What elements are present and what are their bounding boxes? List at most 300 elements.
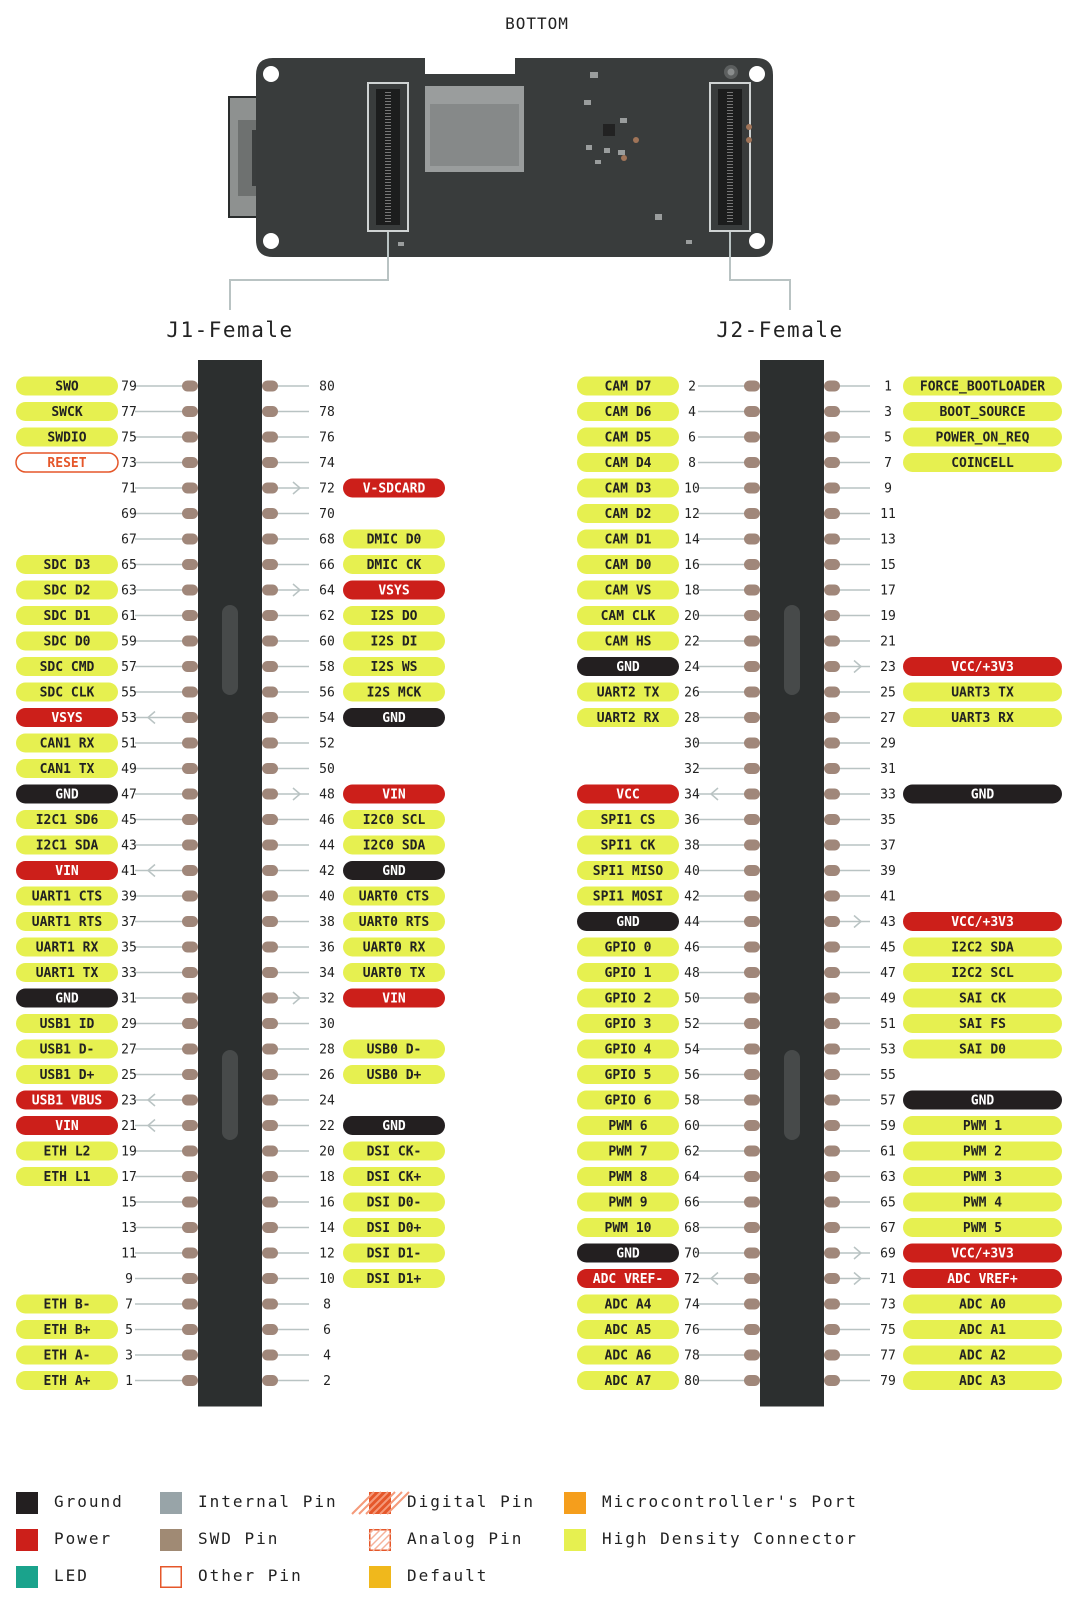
pin-number: 46 bbox=[684, 940, 700, 956]
pin-number: 52 bbox=[319, 736, 335, 752]
pin-pad-icon bbox=[824, 967, 840, 978]
pin-number: 75 bbox=[880, 1323, 896, 1338]
pin-number: 66 bbox=[684, 1195, 700, 1211]
pin-row bbox=[121, 479, 445, 498]
pin-pad-icon bbox=[744, 1018, 760, 1029]
pin-number: 79 bbox=[880, 1374, 896, 1389]
pin-row bbox=[577, 504, 896, 523]
pin-label-text: ETH B+ bbox=[43, 1323, 91, 1338]
pin-pad-icon bbox=[262, 1299, 278, 1310]
pin-number: 24 bbox=[319, 1093, 335, 1109]
pin-number: 69 bbox=[121, 507, 137, 522]
pin-label bbox=[343, 1193, 445, 1212]
pin-pad-icon bbox=[824, 1350, 840, 1361]
pin-label bbox=[343, 810, 445, 829]
pin-row bbox=[16, 734, 335, 753]
pin-pad-icon bbox=[262, 738, 278, 749]
pin-label bbox=[577, 555, 679, 574]
pin-number: 37 bbox=[121, 915, 137, 930]
legend-swatch-swd bbox=[160, 1529, 182, 1551]
pin-row bbox=[16, 1091, 335, 1110]
pin-pad-icon bbox=[744, 1324, 760, 1335]
pin-label bbox=[903, 1167, 1062, 1186]
pin-label bbox=[577, 683, 679, 702]
pin-label-text: GPIO 3 bbox=[604, 1017, 652, 1032]
pin-label bbox=[16, 861, 118, 880]
pin-number: 14 bbox=[684, 532, 700, 548]
pin-label bbox=[903, 989, 1062, 1008]
pin-pad-icon bbox=[744, 559, 760, 570]
pin-number: 29 bbox=[880, 736, 896, 752]
pin-number: 2 bbox=[323, 1374, 331, 1389]
pin-label-text: GND bbox=[970, 1093, 995, 1109]
pin-pad-icon bbox=[744, 1248, 760, 1259]
pin-label-text: USB0 D- bbox=[366, 1042, 422, 1058]
pin-label bbox=[577, 377, 679, 396]
pin-label bbox=[577, 1244, 679, 1263]
pin-label bbox=[343, 1218, 445, 1237]
pin-label-text: SPI1 CS bbox=[600, 813, 656, 828]
pin-label bbox=[343, 683, 445, 702]
pin-label-text: I2C2 SCL bbox=[951, 966, 1014, 981]
pin-pad-icon bbox=[262, 763, 278, 774]
pin-label bbox=[16, 1116, 118, 1135]
pin-number: 65 bbox=[121, 558, 137, 573]
pin-pad-icon bbox=[262, 687, 278, 698]
pin-pad-icon bbox=[824, 891, 840, 902]
pin-label-text: ADC A5 bbox=[604, 1323, 652, 1338]
pin-label bbox=[577, 453, 679, 472]
pin-number: 52 bbox=[684, 1017, 700, 1032]
pin-label-text: CAM D2 bbox=[604, 507, 652, 522]
pin-pad-icon bbox=[262, 967, 278, 978]
pin-number: 19 bbox=[880, 609, 896, 624]
pin-label-text: UART2 RX bbox=[596, 711, 660, 726]
pin-label bbox=[903, 1295, 1062, 1314]
pin-number: 54 bbox=[319, 711, 335, 726]
pin-pad-icon bbox=[262, 1222, 278, 1233]
pin-label bbox=[577, 1193, 679, 1212]
pin-number: 43 bbox=[121, 838, 137, 854]
pin-row bbox=[16, 1295, 331, 1314]
legend-label-default: Default bbox=[407, 1566, 489, 1585]
pin-label bbox=[903, 402, 1062, 421]
pin-number: 67 bbox=[880, 1221, 896, 1236]
pin-label-text: UART0 RX bbox=[362, 940, 426, 956]
pin-number: 47 bbox=[121, 787, 137, 803]
pin-number: 42 bbox=[684, 889, 700, 905]
pin-number: 71 bbox=[121, 481, 137, 497]
pin-label-text: GND bbox=[616, 1246, 640, 1262]
pin-number: 1 bbox=[125, 1374, 133, 1389]
pin-pad-icon bbox=[262, 1018, 278, 1029]
pin-label bbox=[903, 1040, 1062, 1059]
pin-label bbox=[577, 1142, 679, 1161]
pin-number: 4 bbox=[688, 405, 696, 420]
pin-label-text: VSYS bbox=[51, 711, 83, 726]
pin-label bbox=[577, 861, 679, 880]
pin-label bbox=[16, 1142, 118, 1161]
pin-number: 17 bbox=[121, 1170, 137, 1185]
pin-number: 19 bbox=[121, 1144, 137, 1160]
pin-pad-icon bbox=[824, 1171, 840, 1182]
pin-pad-icon bbox=[824, 1222, 840, 1233]
pin-number: 28 bbox=[684, 711, 700, 726]
pin-label-text: V-SDCARD bbox=[362, 481, 426, 497]
pin-label-text: ADC A6 bbox=[604, 1348, 652, 1364]
pin-label-text: SWO bbox=[55, 379, 79, 395]
pin-number: 63 bbox=[880, 1170, 896, 1185]
mount-hole-icon bbox=[263, 66, 279, 82]
pin-label-text: VSYS bbox=[378, 583, 410, 599]
pin-label bbox=[903, 1346, 1062, 1365]
pin-number: 39 bbox=[880, 864, 896, 879]
pin-pad-icon bbox=[744, 1044, 760, 1055]
pin-label bbox=[903, 1269, 1062, 1288]
pin-pad-icon bbox=[182, 891, 198, 902]
pin-pad-icon bbox=[262, 1324, 278, 1335]
pin-label bbox=[903, 785, 1062, 804]
pin-number: 8 bbox=[688, 456, 696, 471]
pin-pad-icon bbox=[824, 916, 840, 927]
pin-number: 55 bbox=[121, 685, 137, 701]
pin-number: 15 bbox=[121, 1195, 137, 1211]
pin-pad-icon bbox=[744, 814, 760, 825]
legend-label-other: Other Pin bbox=[198, 1566, 303, 1585]
pin-label bbox=[577, 989, 679, 1008]
pin-label-text: GPIO 6 bbox=[604, 1093, 652, 1109]
pin-pad-icon bbox=[262, 789, 278, 800]
pin-pad-icon bbox=[824, 1120, 840, 1131]
pin-label-text: GPIO 5 bbox=[604, 1068, 652, 1083]
pin-label bbox=[577, 581, 679, 600]
pin-label-text: CAM D4 bbox=[604, 456, 652, 471]
pin-pad-icon bbox=[824, 738, 840, 749]
pin-label-text: CAM D0 bbox=[604, 558, 652, 573]
pin-pad-icon bbox=[744, 1273, 760, 1284]
pin-label-text: ETH L1 bbox=[43, 1170, 91, 1185]
pin-label bbox=[16, 377, 118, 396]
pin-label-text: GND bbox=[55, 991, 79, 1007]
pin-label-text: ETH A+ bbox=[43, 1374, 91, 1389]
pin-pad-icon bbox=[262, 865, 278, 876]
pin-pad-icon bbox=[744, 865, 760, 876]
pin-label bbox=[577, 1295, 679, 1314]
pin-number: 72 bbox=[319, 481, 335, 497]
pin-label bbox=[343, 785, 445, 804]
pin-pad-icon bbox=[744, 1222, 760, 1233]
pin-number: 36 bbox=[319, 940, 335, 956]
pin-number: 77 bbox=[121, 405, 137, 420]
pin-label bbox=[343, 836, 445, 855]
pin-number: 44 bbox=[684, 915, 700, 930]
legend-label-hdc: High Density Connector bbox=[602, 1529, 858, 1548]
legend-label-ground: Ground bbox=[54, 1492, 124, 1511]
pin-number: 40 bbox=[319, 889, 335, 905]
pin-label-text: PWM 5 bbox=[962, 1221, 1003, 1236]
pin-label-text: SPI1 MISO bbox=[592, 864, 664, 879]
pin-number: 76 bbox=[684, 1323, 700, 1338]
pin-pad-icon bbox=[262, 1044, 278, 1055]
pin-number: 51 bbox=[121, 736, 137, 752]
pin-label-text: I2C2 SDA bbox=[951, 940, 1014, 956]
pin-number: 59 bbox=[880, 1119, 896, 1134]
pin-pad-icon bbox=[824, 661, 840, 672]
pin-label-text: VIN bbox=[382, 991, 406, 1007]
pin-label bbox=[343, 938, 445, 957]
connector-body bbox=[760, 360, 824, 1407]
pin-label bbox=[577, 606, 679, 625]
pin-number: 3 bbox=[884, 405, 892, 420]
pin-number: 64 bbox=[684, 1170, 700, 1185]
pin-label-text: UART3 TX bbox=[951, 685, 1014, 701]
pin-pad-icon bbox=[182, 559, 198, 570]
pin-pad-icon bbox=[262, 1069, 278, 1080]
pin-label-text: I2C0 SDA bbox=[362, 838, 426, 854]
board-view-title: BOTTOM bbox=[505, 14, 569, 33]
pin-pad-icon bbox=[182, 406, 198, 417]
pin-pad-icon bbox=[262, 1171, 278, 1182]
pin-pad-icon bbox=[262, 1146, 278, 1157]
pin-pad-icon bbox=[824, 1375, 840, 1386]
pin-label-text: SDC CMD bbox=[39, 660, 95, 675]
pin-label-text: SWDIO bbox=[47, 430, 87, 446]
pin-pad-icon bbox=[262, 1350, 278, 1361]
pin-number: 34 bbox=[684, 787, 700, 803]
pin-label-text: UART3 RX bbox=[951, 711, 1014, 726]
pin-pad-icon bbox=[824, 1069, 840, 1080]
pin-number: 24 bbox=[684, 660, 700, 675]
pin-pad-icon bbox=[182, 610, 198, 621]
pin-row bbox=[16, 1014, 335, 1033]
pin-pad-icon bbox=[824, 942, 840, 953]
pin-label bbox=[16, 1346, 118, 1365]
pin-pad-icon bbox=[824, 406, 840, 417]
pin-pad-icon bbox=[262, 381, 278, 392]
pin-pad-icon bbox=[824, 457, 840, 468]
pin-pad-icon bbox=[262, 610, 278, 621]
j1-connector bbox=[16, 360, 445, 1407]
pin-label bbox=[577, 504, 679, 523]
pin-number: 21 bbox=[121, 1119, 137, 1134]
legend-swatch-other bbox=[161, 1567, 182, 1588]
pin-number: 41 bbox=[880, 889, 896, 905]
pin-label-text: GPIO 0 bbox=[604, 940, 652, 956]
pin-label bbox=[16, 1295, 118, 1314]
pin-label-text: PWM 7 bbox=[608, 1144, 648, 1160]
pin-label-text: DSI D1+ bbox=[366, 1272, 422, 1287]
pin-label bbox=[577, 657, 679, 676]
pin-pad-icon bbox=[744, 687, 760, 698]
pin-pad-icon bbox=[182, 738, 198, 749]
pin-number: 14 bbox=[319, 1221, 335, 1236]
pin-label-text: ADC VREF- bbox=[592, 1272, 664, 1287]
pin-label-text: DSI D0- bbox=[366, 1195, 422, 1211]
pin-label-text: CAM VS bbox=[604, 583, 652, 599]
pin-label-text: DMIC D0 bbox=[366, 532, 422, 548]
pin-label bbox=[903, 1244, 1062, 1263]
pin-pad-icon bbox=[182, 1197, 198, 1208]
pin-label-text: SAI FS bbox=[959, 1017, 1006, 1032]
pin-row bbox=[121, 530, 445, 549]
pin-row bbox=[121, 1193, 445, 1212]
pin-label-text: ETH L2 bbox=[43, 1144, 91, 1160]
pin-pad-icon bbox=[182, 1018, 198, 1029]
pin-label-text: RESET bbox=[47, 456, 87, 471]
pin-pad-icon bbox=[744, 406, 760, 417]
pin-number: 2 bbox=[688, 379, 696, 395]
pin-rows bbox=[16, 360, 1062, 1407]
pin-number: 61 bbox=[880, 1144, 896, 1160]
pin-label-text: PWM 8 bbox=[608, 1170, 648, 1185]
pin-pad-icon bbox=[182, 865, 198, 876]
pin-label bbox=[343, 581, 445, 600]
pin-pad-icon bbox=[182, 942, 198, 953]
pin-pad-icon bbox=[744, 432, 760, 443]
pin-label bbox=[343, 912, 445, 931]
pin-number: 27 bbox=[121, 1042, 137, 1058]
pin-label-text: COINCELL bbox=[951, 456, 1014, 471]
pin-label bbox=[16, 606, 118, 625]
pin-label-text: UART0 RTS bbox=[358, 915, 430, 930]
pin-number: 33 bbox=[121, 966, 137, 981]
pin-pad-icon bbox=[182, 432, 198, 443]
pin-number: 42 bbox=[319, 864, 335, 879]
pin-label-text: USB1 D- bbox=[39, 1042, 95, 1058]
pin-label bbox=[903, 1142, 1062, 1161]
pin-pad-icon bbox=[824, 814, 840, 825]
pin-pad-icon bbox=[744, 916, 760, 927]
pin-number: 60 bbox=[684, 1119, 700, 1134]
pin-label-text: VCC/+3V3 bbox=[951, 915, 1014, 930]
pin-label bbox=[903, 912, 1062, 931]
pin-pad-icon bbox=[262, 406, 278, 417]
pin-pad-icon bbox=[182, 534, 198, 545]
pin-number: 48 bbox=[684, 966, 700, 981]
pin-number: 49 bbox=[121, 762, 137, 777]
pin-pad-icon bbox=[824, 1044, 840, 1055]
pin-number: 74 bbox=[684, 1297, 700, 1313]
pin-label bbox=[343, 989, 445, 1008]
pin-label-text: I2S DI bbox=[370, 634, 418, 650]
pin-number: 57 bbox=[880, 1093, 896, 1109]
pin-label bbox=[577, 912, 679, 931]
pin-pad-icon bbox=[182, 1120, 198, 1131]
pin-label bbox=[343, 708, 445, 727]
pin-pad-icon bbox=[824, 840, 840, 851]
pin-number: 25 bbox=[880, 685, 896, 701]
pin-label-text: PWM 2 bbox=[962, 1144, 1003, 1160]
pin-label bbox=[577, 530, 679, 549]
pin-pad-icon bbox=[824, 610, 840, 621]
pin-pad-icon bbox=[182, 1350, 198, 1361]
pin-number: 79 bbox=[121, 379, 137, 395]
pin-number: 15 bbox=[880, 558, 896, 573]
pin-label-text: SAI D0 bbox=[959, 1042, 1006, 1058]
pin-number: 51 bbox=[880, 1017, 896, 1032]
pin-label bbox=[343, 1167, 445, 1186]
pin-label-text: PWM 1 bbox=[962, 1119, 1003, 1134]
pin-label-text: PWM 10 bbox=[604, 1221, 652, 1236]
pin-label bbox=[343, 632, 445, 651]
pin-pad-icon bbox=[182, 1171, 198, 1182]
pin-label bbox=[903, 1193, 1062, 1212]
pin-row bbox=[125, 1269, 445, 1288]
pin-label-text: PWM 6 bbox=[608, 1119, 648, 1134]
pin-pad-icon bbox=[744, 1146, 760, 1157]
pin-pad-icon bbox=[262, 661, 278, 672]
pin-label-text: GND bbox=[616, 660, 640, 675]
pin-pad-icon bbox=[182, 789, 198, 800]
pin-row bbox=[121, 1244, 445, 1263]
pin-label-text: DMIC CK bbox=[366, 558, 422, 573]
pin-number: 50 bbox=[319, 762, 335, 777]
pin-pad-icon bbox=[824, 585, 840, 596]
pin-label bbox=[16, 938, 118, 957]
pin-number: 62 bbox=[684, 1144, 700, 1160]
pin-number: 30 bbox=[684, 736, 700, 752]
pin-pad-icon bbox=[182, 687, 198, 698]
pin-pad-icon bbox=[824, 1324, 840, 1335]
pin-pad-icon bbox=[744, 636, 760, 647]
pin-number: 62 bbox=[319, 609, 335, 624]
pin-label-text: PWM 3 bbox=[962, 1170, 1003, 1185]
pin-pad-icon bbox=[262, 559, 278, 570]
pin-label-text: UART1 RX bbox=[35, 940, 99, 956]
pin-number: 49 bbox=[880, 991, 896, 1007]
pin-number: 40 bbox=[684, 864, 700, 879]
pin-pad-icon bbox=[262, 585, 278, 596]
pin-label bbox=[343, 1040, 445, 1059]
pin-number: 53 bbox=[880, 1042, 896, 1058]
pin-pad-icon bbox=[182, 457, 198, 468]
pin-label-text: UART1 TX bbox=[35, 966, 99, 981]
pin-label-text: USB1 VBUS bbox=[31, 1093, 103, 1109]
pin-label-text: SDC D3 bbox=[43, 558, 91, 573]
pin-label bbox=[16, 785, 118, 804]
pin-label bbox=[343, 1116, 445, 1135]
pin-label-text: GND bbox=[382, 864, 406, 879]
pin-pad-icon bbox=[182, 1299, 198, 1310]
pin-label bbox=[577, 1014, 679, 1033]
pin-pad-icon bbox=[182, 840, 198, 851]
pin-number: 78 bbox=[319, 405, 335, 420]
pin-label bbox=[343, 861, 445, 880]
pin-number: 65 bbox=[880, 1195, 896, 1211]
pin-row bbox=[577, 479, 892, 498]
pin-number: 38 bbox=[684, 838, 700, 854]
pin-row bbox=[577, 632, 896, 651]
pin-pad-icon bbox=[744, 942, 760, 953]
pin-row bbox=[16, 402, 335, 421]
j2-connector bbox=[577, 360, 1062, 1407]
pin-number: 68 bbox=[684, 1221, 700, 1236]
pin-label bbox=[903, 1091, 1062, 1110]
legend-label-led: LED bbox=[54, 1566, 89, 1585]
pin-label bbox=[577, 785, 679, 804]
pin-pad-icon bbox=[824, 432, 840, 443]
pin-label-text: UART1 CTS bbox=[31, 889, 103, 905]
pin-label bbox=[577, 1167, 679, 1186]
pin-label-text: ADC VREF+ bbox=[947, 1272, 1018, 1287]
pin-pad-icon bbox=[182, 1222, 198, 1233]
pin-row bbox=[16, 1320, 331, 1339]
pin-label bbox=[16, 963, 118, 982]
pin-number: 56 bbox=[684, 1068, 700, 1083]
pin-label-text: ADC A3 bbox=[959, 1374, 1006, 1389]
pin-label bbox=[903, 428, 1062, 447]
pin-label-text: SDC D2 bbox=[43, 583, 91, 599]
